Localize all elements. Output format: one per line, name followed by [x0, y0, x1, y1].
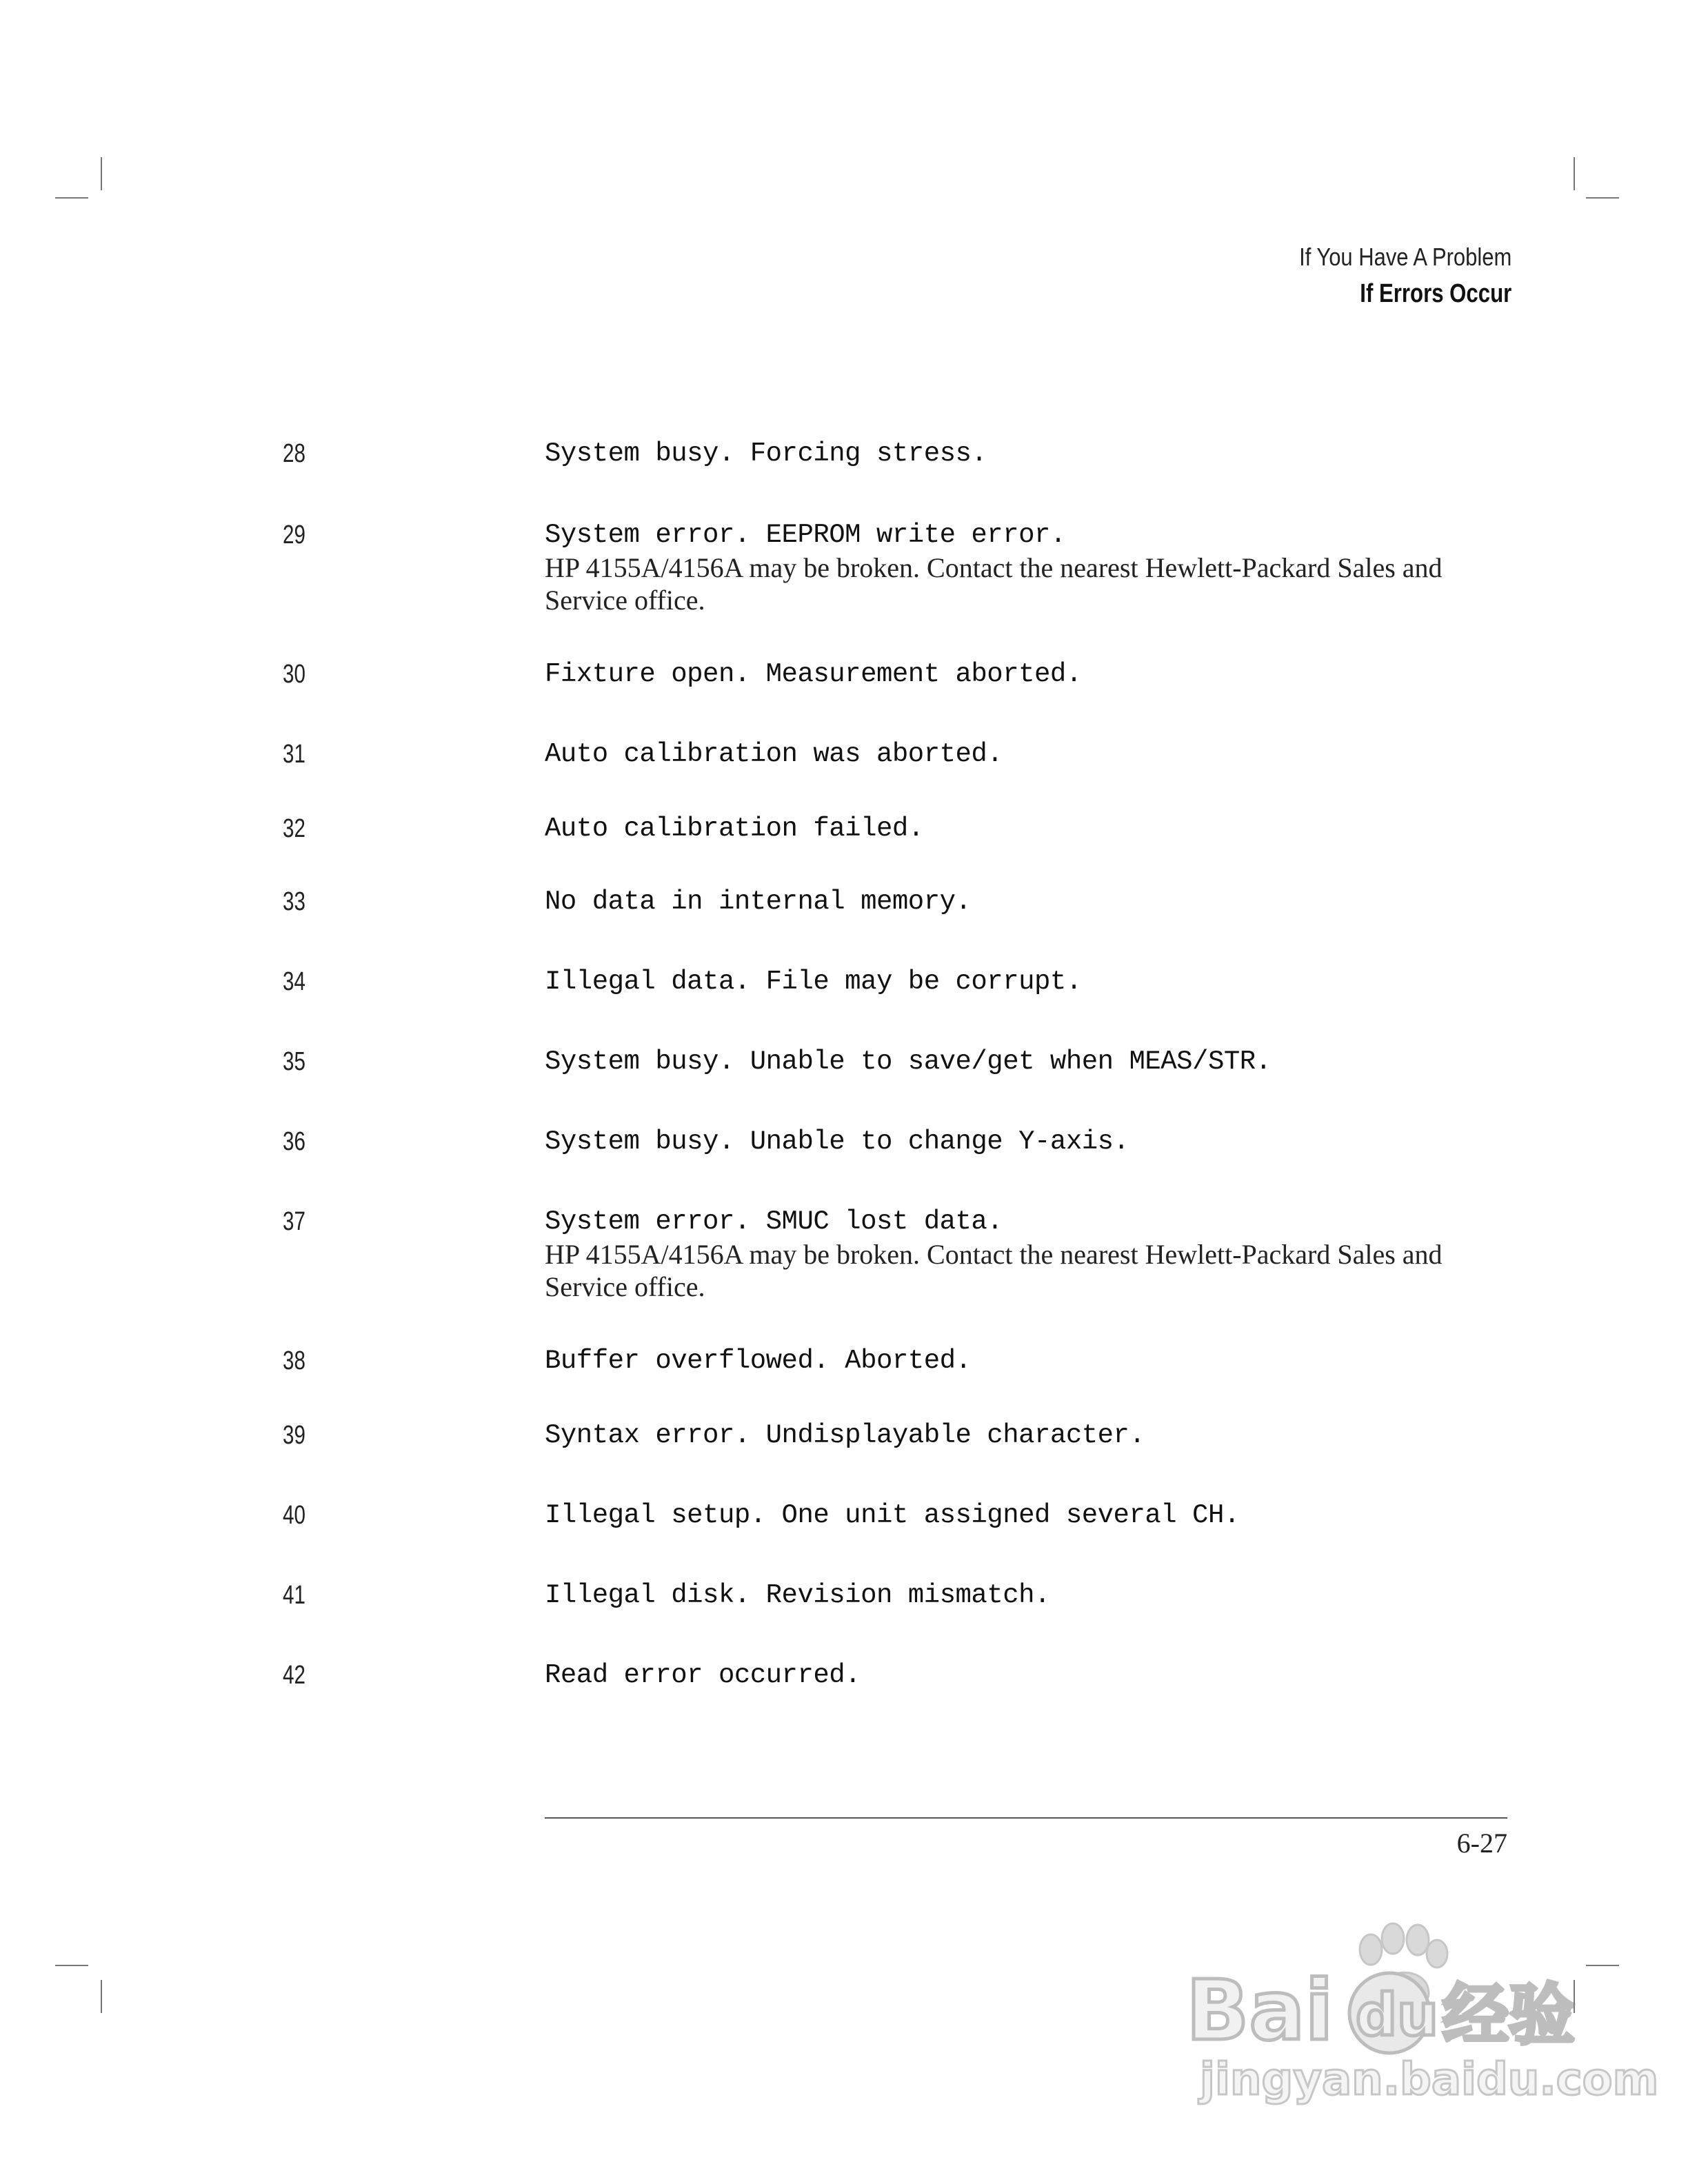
error-message: System busy. Forcing stress. — [545, 438, 987, 469]
error-message: Auto calibration was aborted. — [545, 739, 1003, 769]
footer-rule — [545, 1817, 1507, 1819]
error-message: System busy. Unable to change Y-axis. — [545, 1126, 1129, 1157]
error-message: Buffer overflowed. Aborted. — [545, 1346, 972, 1376]
error-number: 40 — [283, 1501, 305, 1530]
error-number: 35 — [283, 1047, 305, 1076]
error-number: 36 — [283, 1127, 305, 1156]
error-note: HP 4155A/4156A may be broken. Contact the nearest Hewlett-Packard Sales and Service office. — [545, 552, 1443, 616]
error-number: 33 — [283, 887, 305, 916]
error-number: 42 — [283, 1661, 305, 1690]
chapter-title: If You Have A Problem — [1298, 243, 1511, 271]
error-message: System busy. Unable to save/get when MEAS/STR. — [545, 1046, 1272, 1077]
error-message: No data in internal memory. — [545, 887, 972, 917]
error-number: 41 — [283, 1581, 305, 1610]
error-number: 38 — [283, 1346, 305, 1375]
error-message: Illegal disk. Revision mismatch. — [545, 1580, 1050, 1610]
error-message: System error. EEPROM write error. — [545, 520, 1066, 550]
baidu-jingyan-watermark — [1172, 1910, 1659, 2116]
error-message: Read error occurred. — [545, 1660, 861, 1690]
error-number: 32 — [283, 814, 305, 843]
error-number: 37 — [283, 1207, 305, 1236]
error-message: Illegal data. File may be corrupt. — [545, 967, 1082, 997]
error-number: 31 — [283, 740, 305, 769]
section-title: If Errors Occur — [1360, 279, 1511, 308]
svg-text:du: du — [1356, 1981, 1438, 2049]
page-number: 6-27 — [1456, 1828, 1507, 1859]
error-number: 28 — [283, 439, 305, 468]
error-number: 30 — [283, 660, 305, 689]
error-note: HP 4155A/4156A may be broken. Contact the nearest Hewlett-Packard Sales and Service office. — [545, 1239, 1443, 1302]
error-message: Fixture open. Measurement aborted. — [545, 659, 1082, 689]
svg-text:Bai: Bai — [1186, 1963, 1334, 2059]
svg-text:jingyan.baidu.com: jingyan.baidu.com — [1200, 2054, 1659, 2105]
error-number: 34 — [283, 967, 305, 996]
error-message: Auto calibration failed. — [545, 813, 924, 844]
error-number: 29 — [283, 520, 305, 549]
error-number: 39 — [283, 1421, 305, 1450]
error-message: Syntax error. Undisplayable character. — [545, 1420, 1145, 1450]
error-message: System error. SMUC lost data. — [545, 1206, 1003, 1237]
error-message: Illegal setup. One unit assigned several CH. — [545, 1500, 1240, 1530]
svg-text:经验: 经验 — [1443, 1976, 1575, 2054]
